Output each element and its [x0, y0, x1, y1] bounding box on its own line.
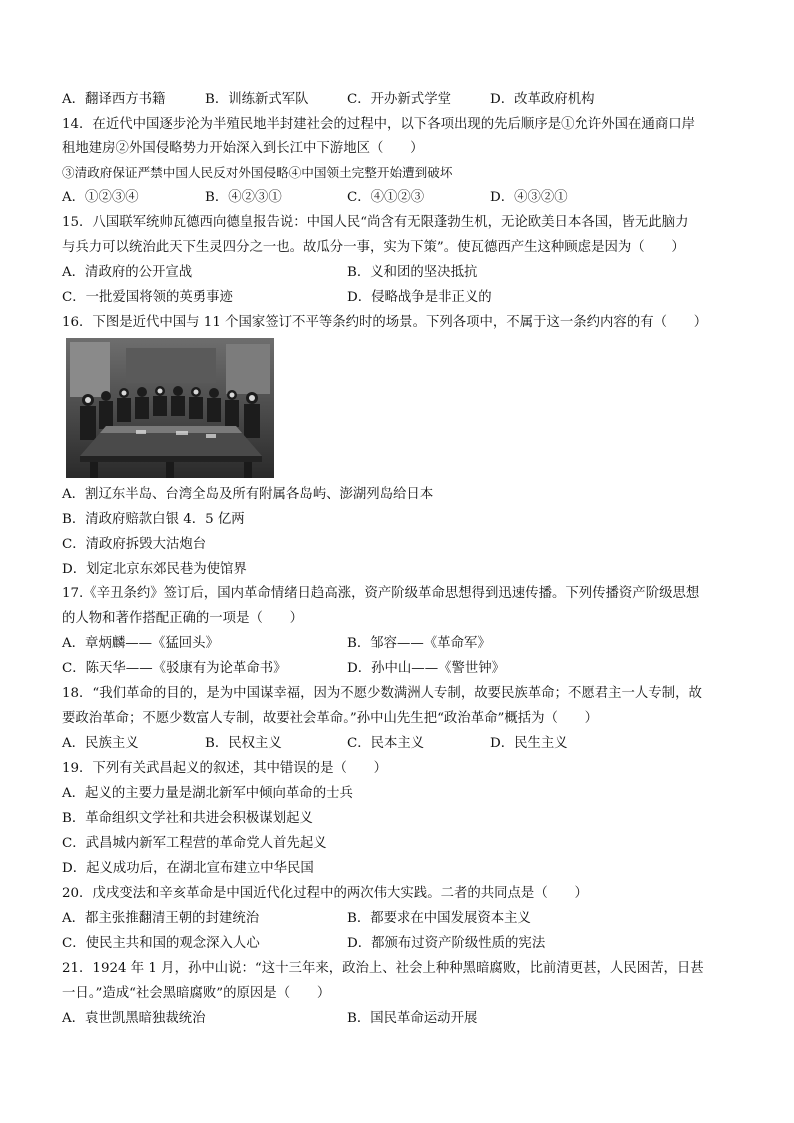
q14-option-c: C．④①②③ [347, 190, 425, 205]
q20-option-b: B．都要求在中国发展资本主义 [347, 911, 531, 926]
q15-option-a: A．清政府的公开宣战 [62, 265, 193, 280]
q15-stem-line-2: 与兵力可以统治此天下生灵四分之一也。故瓜分一事，实为下策”。使瓦德西产生这种顾虑是因为（ ） [62, 240, 685, 255]
q18-option-a: A．民族主义 [62, 736, 139, 751]
q19-option-d: D．起义成功后，在湖北宣布建立中华民国 [62, 861, 314, 876]
q17-option-c: C．陈天华——《驳康有为论革命书》 [62, 661, 287, 676]
q19-option-a: A．起义的主要力量是湖北新军中倾向革命的士兵 [62, 786, 353, 801]
q13-option-c: C．开办新式学堂 [347, 92, 451, 107]
q21-stem-line-1: 21．1924 年 1 月，孙中山说：“这十三年来，政治上、社会上种种黑暗腐败，比前清更甚，人民困苦，日甚 [62, 961, 704, 976]
q18-stem-line-2: 要政治革命；不愿少数富人专制，故要社会革命。”孙中山先生把“政治革命”概括为（ ） [62, 711, 599, 726]
q15-stem-line-1: 15．八国联军统帅瓦德西向德皇报告说：中国人民“尚含有无限蓬勃生机，无论欧美日本各国，皆无此脑力 [62, 215, 689, 230]
q16-option-a: A．割辽东半岛、台湾全岛及所有附属各岛屿、澎湖列岛给日本 [62, 487, 434, 502]
treaty-signing-photo [66, 338, 274, 478]
q20-option-d: D．都颁布过资产阶级性质的宪法 [347, 936, 546, 951]
q18-option-c: C．民本主义 [347, 736, 425, 751]
q21-option-b: B．国民革命运动开展 [347, 1011, 478, 1026]
q20-option-a: A．都主张推翻清王朝的封建统治 [62, 911, 260, 926]
q17-option-d: D．孙中山——《警世钟》 [347, 661, 506, 676]
q16-option-c: C．清政府拆毁大沽炮台 [62, 537, 207, 552]
q17-option-a: A．章炳麟——《猛回头》 [62, 636, 219, 651]
q14-stem-line-1: 14．在近代中国逐步沦为半殖民地半封建社会的过程中，以下各项出现的先后顺序是①允许外国在通商口岸 [62, 117, 696, 132]
q17-stem-line-1: 17.《辛丑条约》签订后，国内革命情绪日趋高涨，资产阶级革命思想得到迅速传播。下列传播资产阶级思想 [62, 586, 700, 601]
q19-option-b: B．革命组织文学社和共进会积极谋划起义 [62, 811, 313, 826]
q21-stem-line-2: 一日。”造成“社会黑暗腐败”的原因是（ ） [62, 986, 331, 1001]
q15-option-b: B．义和团的坚决抵抗 [347, 265, 478, 280]
q16-stem: 16．下图是近代中国与 11 个国家签订不平等条约时的场景。下列各项中，不属于这一条约内容的有（ ） [62, 315, 708, 330]
q14-option-a: A．①②③④ [62, 190, 139, 205]
q21-option-a: A．袁世凯黑暗独裁统治 [62, 1011, 206, 1026]
q14-option-b: B．④②③① [205, 190, 282, 205]
q13-option-a: A．翻译西方书籍 [62, 92, 166, 107]
q19-option-c: C．武昌城内新军工程营的革命党人首先起义 [62, 836, 327, 851]
q13-option-b: B．训练新式军队 [205, 92, 309, 107]
q18-option-b: B．民权主义 [205, 736, 282, 751]
q14-option-d: D．④③②① [490, 190, 568, 205]
q15-option-c: C．一批爱国将领的英勇事迹 [62, 290, 233, 305]
q16-option-b: B．清政府赔款白银 4．5 亿两 [62, 512, 245, 527]
q15-option-d: D．侵略战争是非正义的 [347, 290, 492, 305]
q20-option-c: C．使民主共和国的观念深入人心 [62, 936, 260, 951]
q18-stem-line-1: 18．“我们革命的目的，是为中国谋幸福，因为不愿少数满洲人专制，故要民族革命；不愿君主一人专制，故 [62, 686, 702, 701]
q13-option-d: D．改革政府机构 [490, 92, 595, 107]
q14-stem-line-2: 租地建房②外国侵略势力开始深入到长江中下游地区（ ） [62, 141, 424, 156]
q16-option-d: D．划定北京东郊民巷为使馆界 [62, 562, 247, 577]
q14-stem-line-3: ③清政府保证严禁中国人民反对外国侵略④中国领土完整开始遭到破坏 [62, 165, 453, 180]
q17-stem-line-2: 的人物和著作搭配正确的一项是（ ） [62, 611, 304, 626]
q17-option-b: B．邹容——《革命军》 [347, 636, 491, 651]
q20-stem: 20．戊戌变法和辛亥革命是中国近代化过程中的两次伟大实践。二者的共同点是（ ） [62, 886, 588, 901]
q19-stem: 19．下列有关武昌起义的叙述，其中错误的是（ ） [62, 761, 388, 776]
q18-option-d: D．民生主义 [490, 736, 568, 751]
